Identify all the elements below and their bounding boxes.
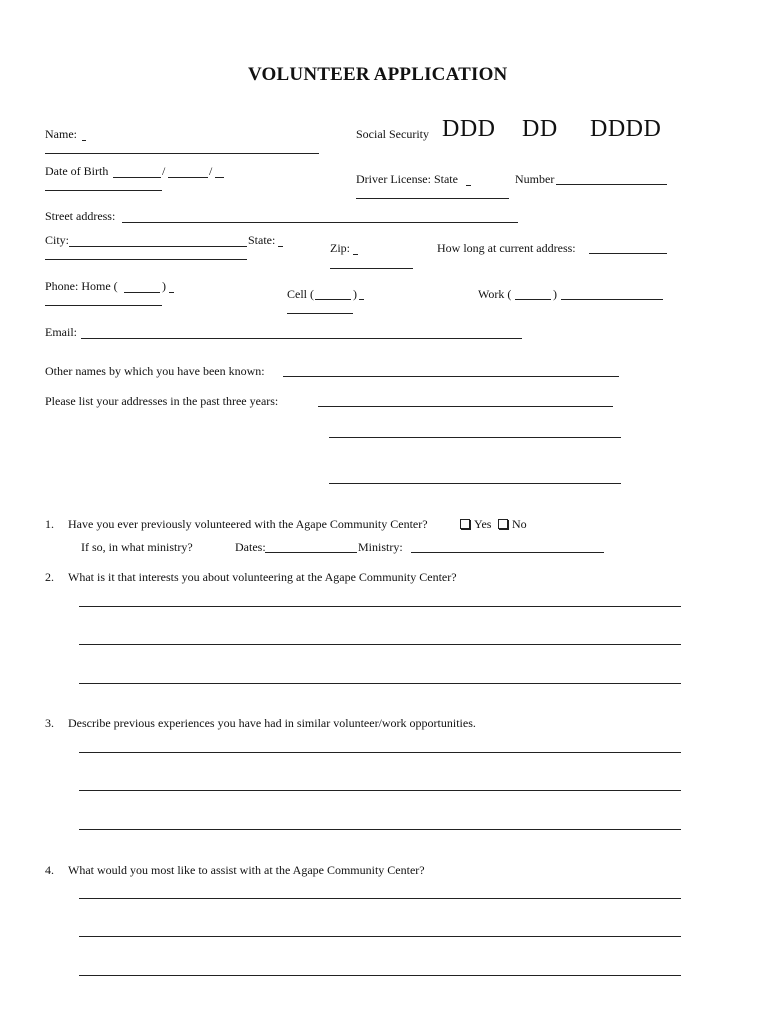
question-2-text: What is it that interests you about volunteering at the Agape Community Center? [68, 570, 457, 584]
question-3-answer-line-3[interactable] [79, 829, 681, 830]
work-field[interactable] [561, 299, 663, 300]
question-1-text: Have you ever previously volunteered with the Agape Community Center? [68, 517, 428, 531]
cell-area-code[interactable] [315, 299, 351, 300]
past-address-line-2[interactable] [329, 437, 621, 438]
other-names-label: Other names by which you have been known: [45, 364, 265, 378]
question-4-answer-line-2[interactable] [79, 936, 681, 937]
work-close: ) [553, 287, 557, 301]
name-label: Name: [45, 127, 77, 141]
dob-label: Date of Birth [45, 164, 109, 178]
how-long-field[interactable] [589, 253, 667, 254]
dob-separator-1: / [162, 164, 166, 178]
name-field[interactable] [45, 153, 319, 154]
no-option[interactable] [498, 517, 527, 532]
question-2-number: 2. [45, 570, 54, 584]
question-2-answer-line-1[interactable] [79, 606, 681, 607]
page-title: VOLUNTEER APPLICATION [248, 64, 508, 85]
ministry-label: Ministry: [358, 540, 403, 554]
city-field[interactable] [69, 246, 247, 247]
email-label: Email: [45, 325, 77, 339]
state-line-short [278, 246, 283, 247]
question-4-answer-line-1[interactable] [79, 898, 681, 899]
ssn-label: Social Security [356, 127, 429, 141]
zip-line-short [353, 254, 358, 255]
ssn-box-group-3[interactable]: DDDD [590, 116, 662, 142]
license-number-field[interactable] [556, 184, 667, 185]
phone-home-field[interactable] [45, 305, 162, 306]
yes-label: Yes [474, 517, 492, 531]
dob-day-field[interactable] [168, 177, 208, 178]
if-so-label: If so, in what ministry? [81, 540, 193, 554]
ssn-box-group-1[interactable]: DDD [442, 116, 496, 142]
dob-month-field[interactable] [113, 177, 161, 178]
phone-home-close: ) [162, 279, 166, 293]
ministry-field[interactable] [411, 552, 604, 553]
cell-field[interactable] [287, 313, 353, 314]
dob-year-field[interactable] [215, 177, 224, 178]
question-4-answer-line-3[interactable] [79, 975, 681, 976]
name-line-short [82, 140, 86, 141]
city-label: City: [45, 233, 70, 247]
past-addresses-label: Please list your addresses in the past three years: [45, 394, 279, 408]
question-3-text: Describe previous experiences you have had in similar volunteer/work opportunities. [68, 716, 476, 730]
cell-label: Cell ( [287, 287, 314, 301]
phone-home-area-code[interactable] [124, 292, 160, 293]
street-label: Street address: [45, 209, 116, 223]
license-number-label: Number [515, 172, 555, 186]
cell-line-short [359, 299, 364, 300]
license-state-field[interactable] [356, 198, 509, 199]
dates-field[interactable] [265, 552, 357, 553]
yes-checkbox-icon[interactable] [460, 519, 470, 529]
question-3-number: 3. [45, 716, 54, 730]
dob-continuation-line [45, 190, 162, 191]
cell-close: ) [353, 287, 357, 301]
phone-home-line-short [169, 292, 174, 293]
phone-home-label: Phone: Home ( [45, 279, 118, 293]
yes-option[interactable] [460, 517, 491, 532]
question-3-answer-line-1[interactable] [79, 752, 681, 753]
work-area-code[interactable] [515, 299, 551, 300]
state-label: State: [248, 233, 276, 247]
question-2-answer-line-2[interactable] [79, 644, 681, 645]
question-4-number: 4. [45, 863, 54, 877]
ssn-box-group-2[interactable]: DD [522, 116, 558, 142]
question-2-answer-line-3[interactable] [79, 683, 681, 684]
state-field[interactable] [45, 259, 247, 260]
license-state-line-short [466, 185, 471, 186]
work-label: Work ( [478, 287, 512, 301]
dates-label: Dates: [235, 540, 266, 554]
dob-separator-2: / [209, 164, 213, 178]
no-label: No [512, 517, 527, 531]
street-field[interactable] [122, 222, 518, 223]
zip-field[interactable] [330, 268, 413, 269]
zip-label: Zip: [330, 241, 350, 255]
email-field[interactable] [81, 338, 522, 339]
question-1-number: 1. [45, 517, 54, 531]
other-names-field[interactable] [283, 376, 619, 377]
question-4-text: What would you most like to assist with at the Agape Community Center? [68, 863, 425, 877]
past-address-line-1[interactable] [318, 406, 613, 407]
how-long-label: How long at current address: [437, 241, 576, 255]
no-checkbox-icon[interactable] [498, 519, 508, 529]
license-state-label: Driver License: State [356, 172, 458, 186]
question-3-answer-line-2[interactable] [79, 790, 681, 791]
past-address-line-3[interactable] [329, 483, 621, 484]
